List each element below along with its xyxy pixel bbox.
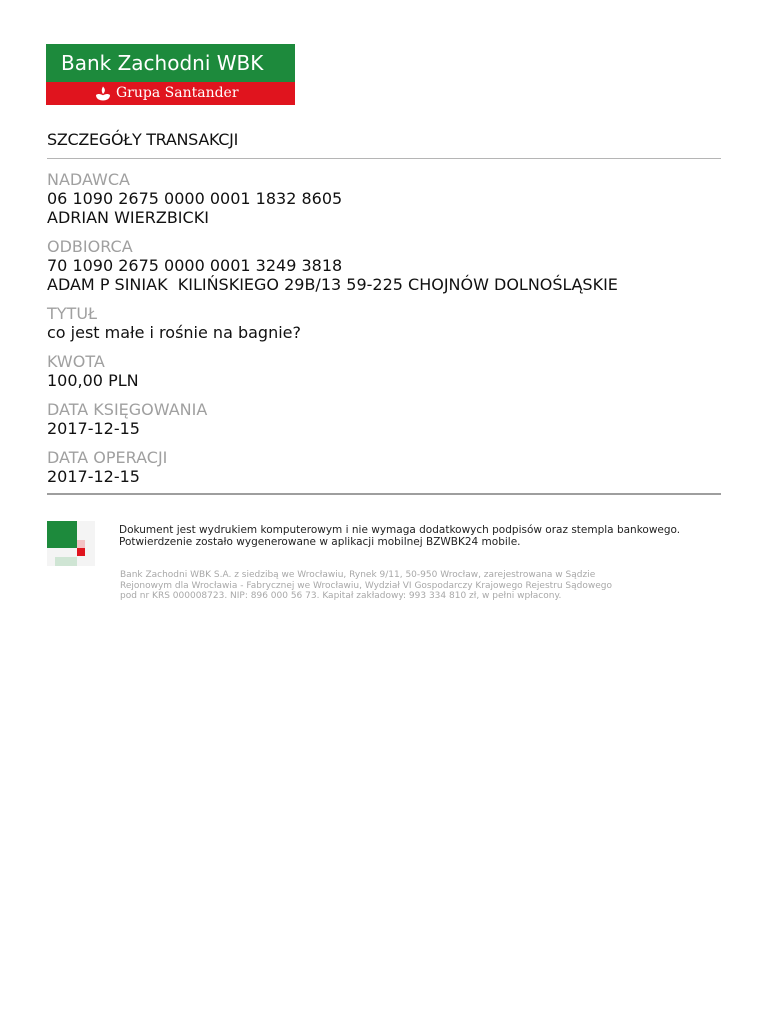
note-line: Potwierdzenie zostało wygenerowane w aplikacji mobilnej BZWBK24 mobile. (119, 536, 521, 548)
recipient-account: 70 1090 2675 0000 0001 3249 3818 (47, 256, 343, 275)
logo-group-bar (46, 82, 295, 105)
field-label: TYTUŁ (47, 304, 98, 323)
legal-line: pod nr KRS 000008723. NIP: 896 000 56 73. Kapitał zakładowy: 993 334 810 zł, w pełni wpłacony. (120, 591, 562, 601)
recipient-name-address: ADAM P SINIAK KILIŃSKIEGO 29B/13 59-225 CHOJNÓW DOLNOŚLĄSKIE (47, 275, 618, 294)
field-booking-date (47, 400, 727, 438)
transfer-title: co jest małe i rośnie na bagnie? (47, 323, 301, 342)
field-label: ODBIORCA (47, 237, 133, 256)
sender-account: 06 1090 2675 0000 0001 1832 8605 (47, 189, 343, 208)
page-title: SZCZEGÓŁY TRANSAKCJI (47, 130, 238, 149)
bottom-divider (47, 493, 721, 495)
sender-name: ADRIAN WIERZBICKI (47, 208, 209, 227)
top-divider (47, 158, 721, 159)
legal-info (120, 570, 660, 602)
transaction-fields (47, 170, 727, 486)
logo-bank-name: Bank Zachodni WBK (46, 44, 295, 82)
field-recipient (47, 237, 727, 294)
field-sender (47, 170, 727, 227)
booking-date-value: 2017-12-15 (47, 419, 140, 438)
bzwbk-square-mark-icon (47, 521, 95, 566)
operation-date-value: 2017-12-15 (47, 467, 140, 486)
field-label: DATA OPERACJI (47, 448, 168, 467)
field-title (47, 304, 727, 342)
field-amount (47, 352, 727, 390)
logo-group-name: Grupa Santander (116, 85, 239, 101)
field-label: NADAWCA (47, 170, 130, 189)
field-operation-date (47, 448, 727, 486)
amount-value: 100,00 PLN (47, 371, 139, 390)
document-note (119, 524, 680, 548)
santander-flame-icon (95, 86, 111, 101)
legal-line: Bank Zachodni WBK S.A. z siedzibą we Wrocławiu, Rynek 9/11, 50-950 Wrocław, zarejestrowana w Sądzie (120, 570, 596, 580)
field-label: DATA KSIĘGOWANIA (47, 400, 208, 419)
field-label: KWOTA (47, 352, 105, 371)
note-line: Dokument jest wydrukiem komputerowym i nie wymaga dodatkowych podpisów oraz stempla bankowego. (119, 524, 681, 536)
legal-line: Rejonowym dla Wrocławia - Fabrycznej we Wrocławiu, Wydział VI Gospodarczy Krajowego Rejestru Sądowego (120, 580, 612, 591)
bank-logo (46, 44, 295, 105)
